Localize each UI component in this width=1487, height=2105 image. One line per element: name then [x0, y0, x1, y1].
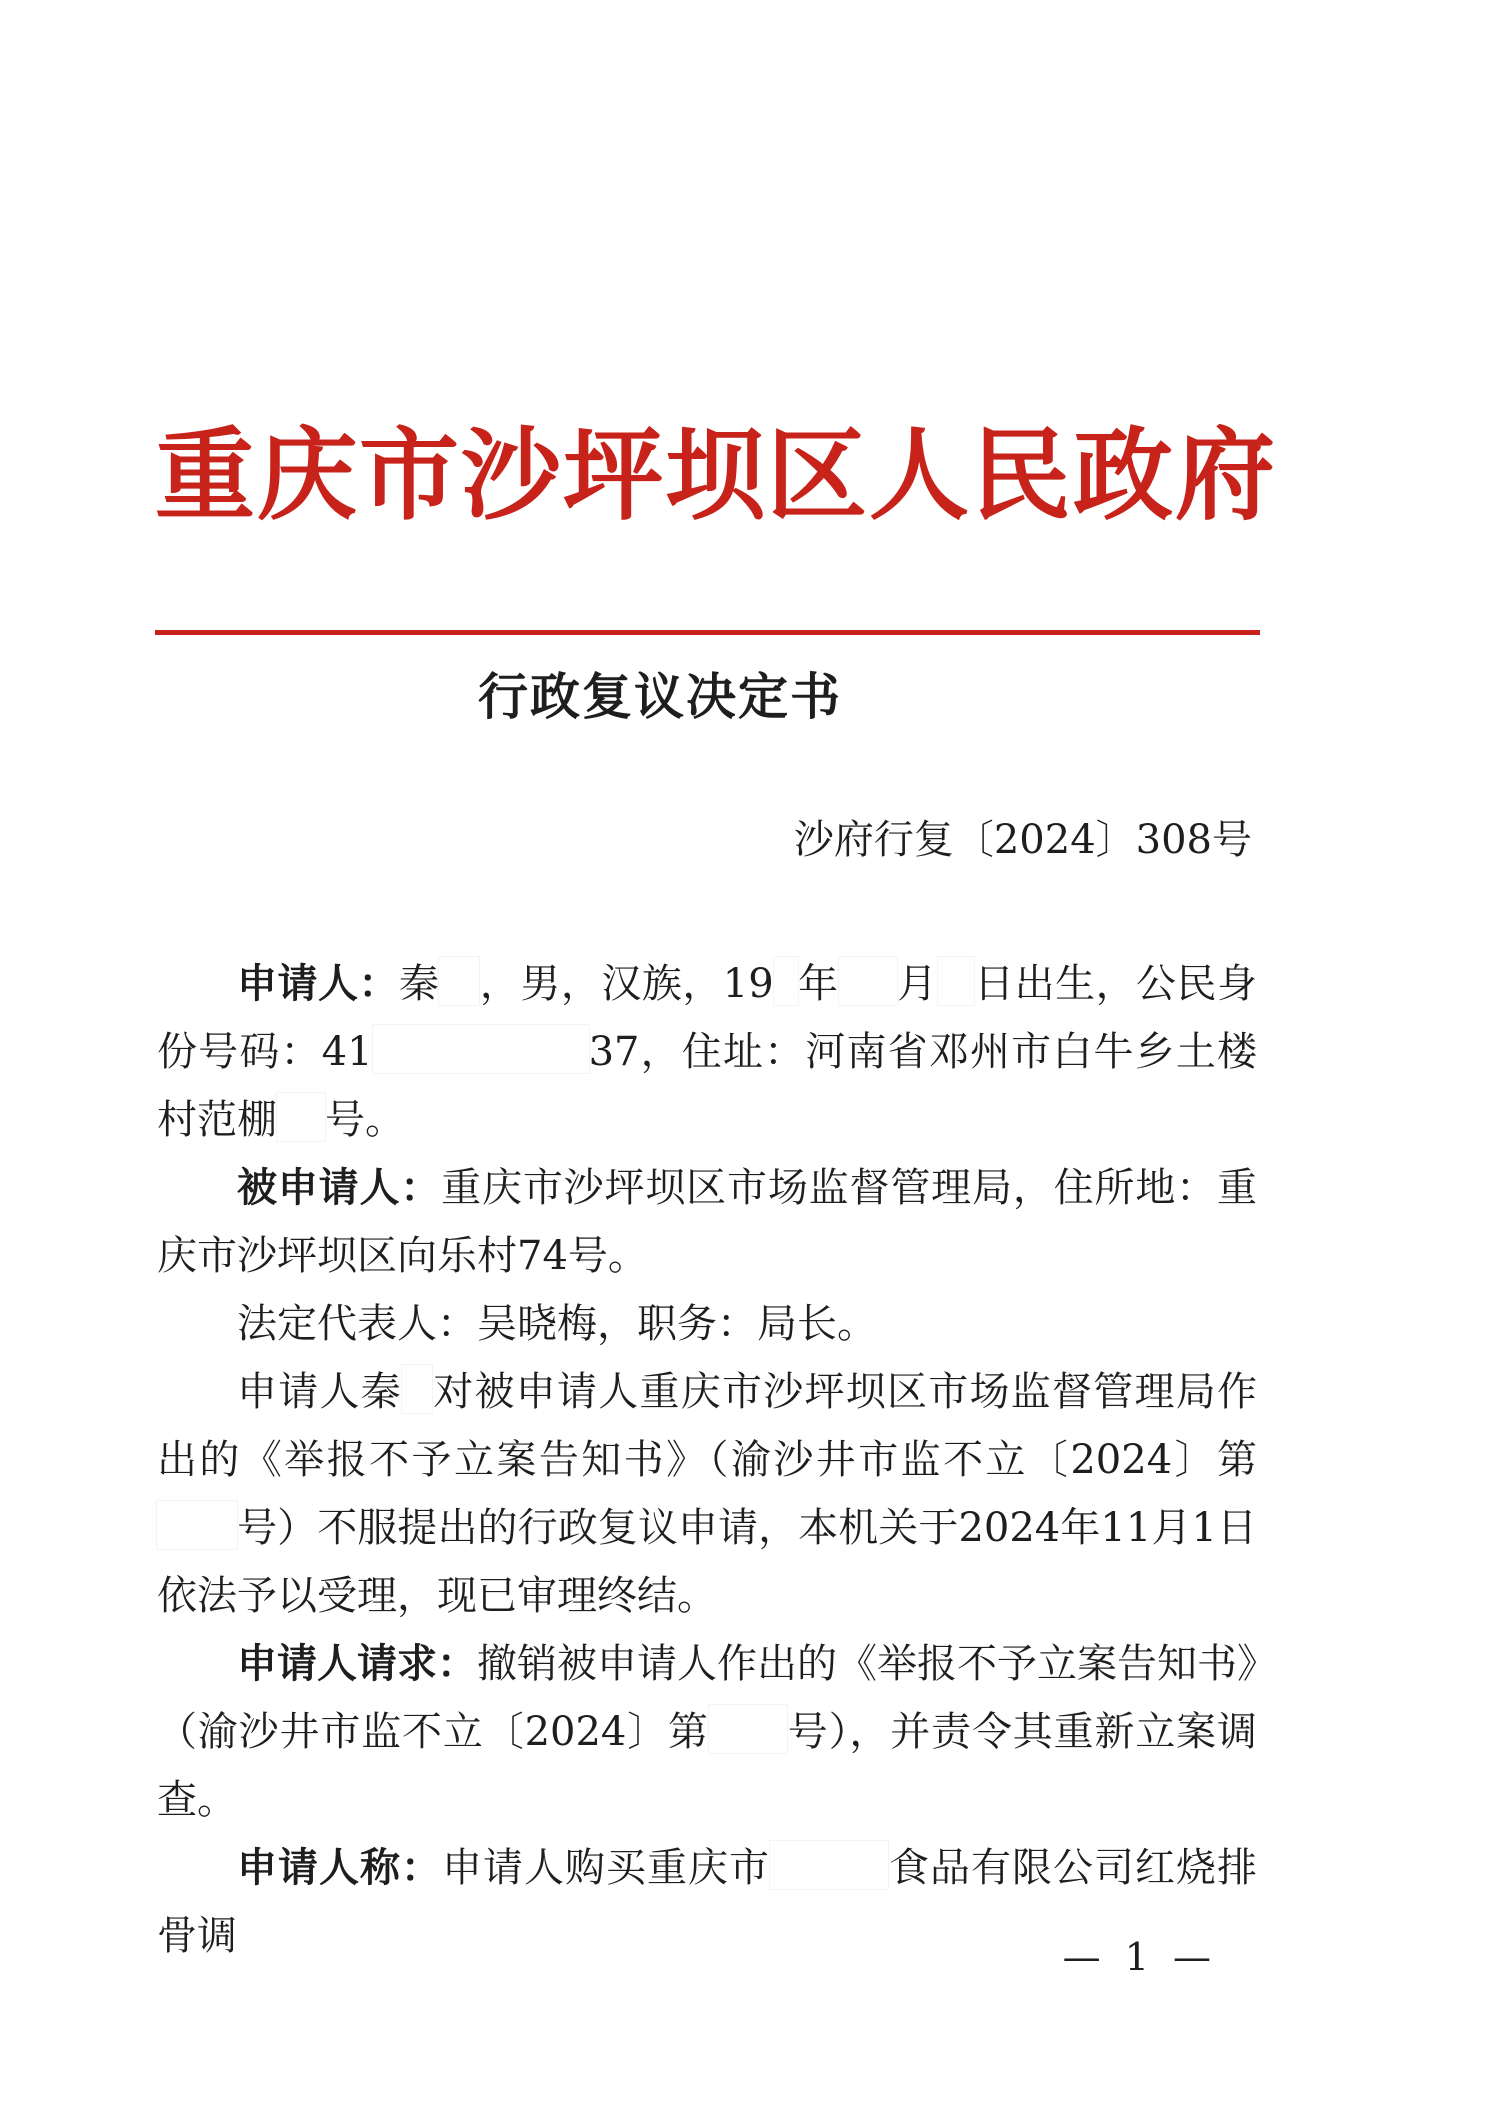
case-intro-paragraph: 申请人秦 对被申请人重庆市沙坪坝区市场监督管理局作出的《举报不予立案告知书》（渝沙井市监不立〔2024〕第号）不服提出的行政复议申请，本机关于2024年11月1日依法予以受理，现已审理终结。	[157, 1358, 1257, 1630]
claim-paragraph: 申请人称：申请人购买重庆市 食品有限公司红烧排骨调	[157, 1834, 1257, 1970]
claim-label: 申请人称：	[237, 1844, 442, 1891]
respondent-label: 被申请人：	[237, 1164, 442, 1211]
redaction-block	[373, 1025, 589, 1073]
red-divider-line	[155, 630, 1260, 635]
redaction-block	[157, 1501, 237, 1549]
page-number: — 1 —	[1062, 1935, 1217, 1979]
redaction-block	[770, 1841, 888, 1889]
request-paragraph: 申请人请求：撤销被申请人作出的《举报不予立案告知书》（渝沙井市监不立〔2024〕第 号），并责令其重新立案调查。	[157, 1640, 1258, 1823]
redaction-block	[938, 957, 974, 1005]
redaction-block	[402, 1365, 432, 1413]
redaction-block	[839, 957, 897, 1005]
document-body	[157, 950, 1257, 1970]
applicant-label: 申请人：	[237, 960, 399, 1007]
legal-representative-paragraph: 法定代表人：吴晓梅，职务：局长。	[237, 1301, 877, 1347]
document-number: 沙府行复〔2024〕308号	[793, 817, 1252, 863]
redaction-block	[774, 957, 798, 1005]
redaction-block	[277, 1093, 325, 1141]
issuing-authority-header: 重庆市沙坪坝区人民政府	[155, 416, 1277, 534]
document-title: 行政复议决定书	[478, 667, 842, 726]
applicant-paragraph: 申请人：秦 ，男，汉族，19 年 月 日出生，公民身份号码：41 37，住址：河南省邓州市白牛乡土楼村范棚 号。	[157, 950, 1257, 1154]
request-label: 申请人请求：	[237, 1640, 477, 1687]
redaction-block	[709, 1705, 787, 1753]
redaction-block	[439, 957, 479, 1005]
respondent-paragraph: 被申请人：重庆市沙坪坝区市场监督管理局，住所地：重庆市沙坪坝区向乐村74号。	[157, 1164, 1258, 1279]
